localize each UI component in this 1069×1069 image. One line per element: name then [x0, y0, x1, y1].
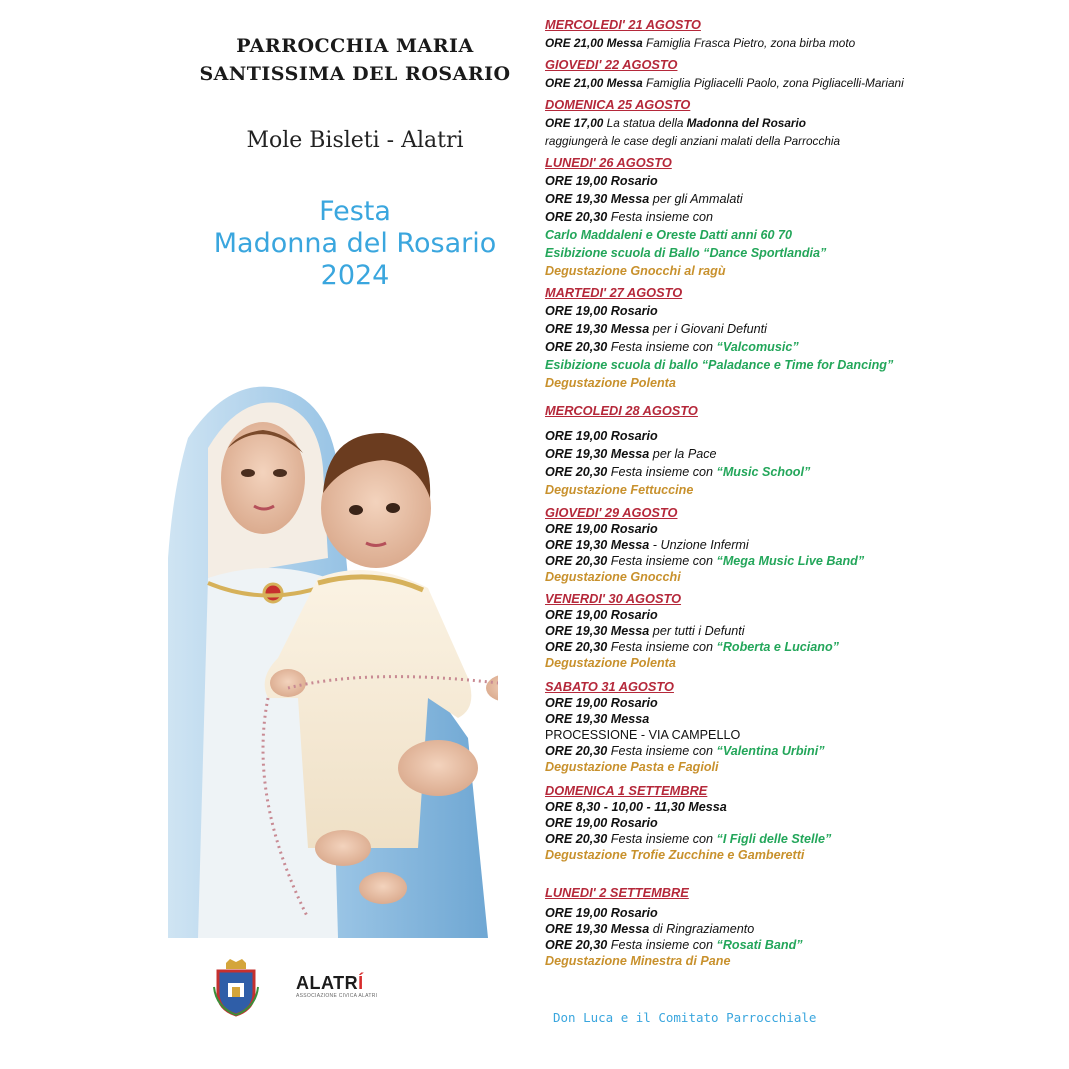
time: ORE 20,30 — [545, 640, 608, 654]
alatri-logo-word — [296, 973, 386, 994]
schedule-line — [545, 74, 1050, 92]
schedule-line: ORE 19,00 Rosario — [545, 608, 658, 622]
schedule-day-22-agosto — [545, 56, 1050, 92]
event-detail: di Ringraziamento — [649, 922, 755, 936]
time: ORE 20,30 — [545, 938, 608, 952]
food-tasting: Degustazione Trofie Zucchine e Gamberetti — [545, 848, 805, 862]
day-heading: DOMENICA 25 AGOSTO — [545, 97, 691, 112]
schedule-day-31-agosto — [545, 679, 1050, 775]
parish-title-line2: SANTISSIMA DEL ROSARIO — [199, 63, 511, 85]
performer: “I Figli delle Stelle” — [716, 832, 832, 846]
event-detail: Festa insieme con — [607, 832, 717, 846]
schedule-line — [545, 208, 1050, 226]
festa-line2: Madonna del Rosario — [213, 228, 497, 259]
schedule-line: ORE 19,00 Rosario — [545, 522, 658, 536]
schedule-line — [545, 34, 1050, 52]
time: ORE 21,00 — [545, 36, 604, 50]
day-heading: MARTEDI' 27 AGOSTO — [545, 285, 683, 300]
event-type: Messa — [606, 76, 643, 90]
time-event: ORE 19,30 Messa — [545, 624, 650, 638]
schedule-day-1-settembre — [545, 783, 1050, 863]
time: ORE 20,30 — [545, 340, 608, 354]
performer-line: Esibizione scuola di ballo “Paladance e Time for Dancing” — [545, 358, 894, 372]
performer: “Valcomusic” — [716, 340, 799, 354]
food-tasting: Degustazione Minestra di Pane — [545, 954, 731, 968]
festa-line3: 2024 — [320, 260, 390, 291]
schedule-line — [545, 114, 1050, 132]
day-heading: DOMENICA 1 SETTEMBRE — [545, 783, 708, 798]
schedule-line — [545, 445, 1050, 463]
schedule-line: ORE 19,00 Rosario — [545, 174, 658, 188]
alatri-logo-tagline: ASSOCIAZIONE CIVICA ALATRI — [296, 993, 378, 999]
schedule-line — [545, 639, 1050, 655]
schedule-line — [545, 537, 1050, 553]
alatri-logo-word-main: ALATR — [296, 973, 359, 993]
schedule-line — [545, 921, 1050, 937]
food-tasting: Degustazione Polenta — [545, 376, 676, 390]
food-tasting: Degustazione Gnocchi — [545, 570, 681, 584]
event-detail: per la Pace — [649, 447, 717, 461]
time: ORE 20,30 — [545, 744, 608, 758]
day-heading: LUNEDI' 2 SETTEMBRE — [545, 885, 689, 900]
signature: Don Luca e il Comitato Parrocchiale — [553, 1010, 817, 1025]
parish-title — [180, 32, 530, 88]
time-event: ORE 19,30 Messa — [545, 322, 650, 336]
event-type: Messa — [606, 36, 643, 50]
schedule-line — [545, 831, 1050, 847]
event-detail: - Unzione Infermi — [649, 538, 749, 552]
event-detail: La statua della — [603, 116, 687, 130]
schedule-line — [545, 320, 1050, 338]
madonna-statue-image — [168, 378, 498, 938]
time-event: ORE 19,30 Messa — [545, 447, 650, 461]
schedule-day-29-agosto — [545, 505, 1050, 585]
time-event: ORE 19,30 Messa — [545, 922, 650, 936]
time-event: ORE 19,30 Messa — [545, 538, 650, 552]
food-tasting: Degustazione Polenta — [545, 656, 676, 670]
schedule-line: ORE 19,00 Rosario — [545, 906, 658, 920]
schedule-line: PROCESSIONE - VIA CAMPELLO — [545, 728, 741, 742]
performer-line: Esibizione scuola di Ballo “Dance Sportlandia” — [545, 246, 827, 260]
schedule-line: ORE 19,00 Rosario — [545, 304, 658, 318]
food-tasting: Degustazione Fettuccine — [545, 483, 694, 497]
event-detail: Festa insieme con — [607, 554, 717, 568]
schedule-line — [545, 553, 1050, 569]
event-detail: Famiglia Frasca Pietro, zona birba moto — [642, 36, 856, 50]
event-detail: Festa insieme con — [607, 340, 717, 354]
schedule-line: ORE 8,30 - 10,00 - 11,30 Messa — [545, 800, 727, 814]
day-heading: MERCOLEDI' 21 AGOSTO — [545, 17, 701, 32]
time: ORE 20,30 — [545, 554, 608, 568]
day-heading: GIOVEDI' 22 AGOSTO — [545, 57, 678, 72]
schedule-line — [545, 743, 1050, 759]
schedule-day-28-agosto — [545, 402, 1050, 499]
day-heading: LUNEDI' 26 AGOSTO — [545, 155, 672, 170]
alatri-logo — [296, 973, 386, 1003]
day-heading: SABATO 31 AGOSTO — [545, 679, 674, 694]
day-heading: VENERDI' 30 AGOSTO — [545, 591, 682, 606]
city-crest-icon — [212, 957, 260, 1017]
food-tasting: Degustazione Gnocchi al ragù — [545, 264, 726, 278]
event-detail: Festa insieme con — [607, 744, 717, 758]
event-detail: Festa insieme con — [607, 640, 717, 654]
schedule-day-27-agosto — [545, 284, 1050, 392]
time-event: ORE 19,30 Messa — [545, 192, 650, 206]
event-detail: per gli Ammalati — [649, 192, 743, 206]
event-detail: per tutti i Defunti — [649, 624, 745, 638]
schedule-day-21-agosto — [545, 16, 1050, 52]
performer-line: Carlo Maddaleni e Oreste Datti anni 60 70 — [545, 228, 793, 242]
alatri-logo-word-accent: Í — [358, 973, 364, 993]
parish-title-line1: PARROCCHIA MARIA — [236, 35, 474, 57]
schedule-line: ORE 19,00 Rosario — [545, 429, 658, 443]
performer: “Music School” — [716, 465, 811, 479]
event-detail: Famiglia Pigliacelli Paolo, zona Pigliacelli-Mariani — [642, 76, 904, 90]
day-heading: GIOVEDI' 29 AGOSTO — [545, 505, 678, 520]
event-detail: Festa insieme con — [607, 465, 717, 479]
schedule-day-25-agosto — [545, 96, 1050, 150]
schedule-line: ORE 19,00 Rosario — [545, 816, 658, 830]
location: Mole Bisleti - Alatri — [246, 128, 464, 153]
schedule-line — [545, 623, 1050, 639]
event-schedule — [545, 16, 1050, 969]
performer: “Roberta e Luciano” — [716, 640, 839, 654]
schedule-line — [545, 937, 1050, 953]
time: ORE 21,00 — [545, 76, 604, 90]
time: ORE 20,30 — [545, 465, 608, 479]
time: ORE 20,30 — [545, 210, 608, 224]
performer: “Valentina Urbini” — [716, 744, 825, 758]
schedule-day-26-agosto — [545, 154, 1050, 280]
event-detail: per i Giovani Defunti — [649, 322, 767, 336]
schedule-line — [545, 338, 1050, 356]
schedule-line — [545, 190, 1050, 208]
performer: “Mega Music Live Band” — [716, 554, 865, 568]
festa-title — [180, 196, 530, 292]
food-tasting: Degustazione Pasta e Fagioli — [545, 760, 719, 774]
schedule-line: ORE 19,00 Rosario — [545, 696, 658, 710]
festa-line1: Festa — [319, 196, 391, 227]
event-detail: Festa insieme con — [607, 938, 717, 952]
schedule-line — [545, 463, 1050, 481]
time: ORE 20,30 — [545, 832, 608, 846]
schedule-line: ORE 19,30 Messa — [545, 712, 650, 726]
event-type: Madonna del Rosario — [686, 116, 806, 130]
schedule-day-2-settembre — [545, 885, 1050, 969]
day-heading: MERCOLEDI 28 AGOSTO — [545, 403, 698, 418]
performer: “Rosati Band” — [716, 938, 803, 952]
time: ORE 17,00 — [545, 116, 604, 130]
event-detail: Festa insieme con — [607, 210, 714, 224]
schedule-day-30-agosto — [545, 591, 1050, 671]
schedule-line: raggiungerà le case degli anziani malati della Parrocchia — [545, 134, 841, 148]
